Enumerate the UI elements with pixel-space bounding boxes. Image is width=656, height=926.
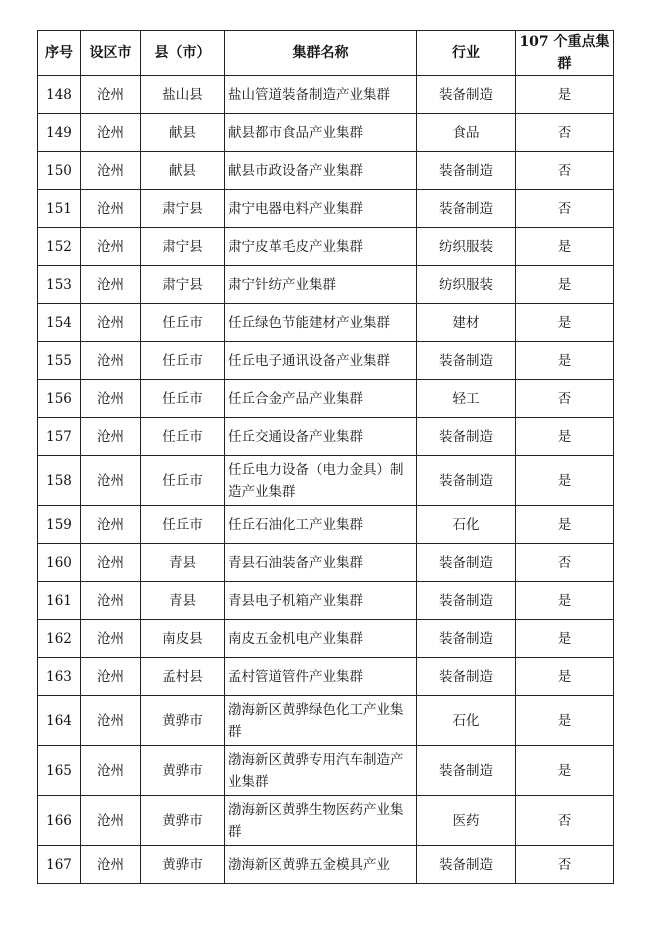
cell-key-cluster: 是 <box>516 418 614 456</box>
cell-cluster-name: 肃宁电器电料产业集群 <box>225 190 417 228</box>
header-county: 县（市） <box>141 31 225 76</box>
cell-no: 158 <box>38 456 81 506</box>
table-row <box>38 190 614 228</box>
cell-county: 献县 <box>141 114 225 152</box>
header-row <box>38 31 614 76</box>
cell-no: 148 <box>38 76 81 114</box>
cell-industry: 装备制造 <box>417 658 516 696</box>
table-row <box>38 418 614 456</box>
cell-cluster-name: 青县电子机箱产业集群 <box>225 582 417 620</box>
cell-county: 任丘市 <box>141 304 225 342</box>
cell-city: 沧州 <box>81 228 141 266</box>
cell-county: 黄骅市 <box>141 696 225 746</box>
cell-city: 沧州 <box>81 658 141 696</box>
cell-cluster-name: 任丘合金产品产业集群 <box>225 380 417 418</box>
cell-city: 沧州 <box>81 418 141 456</box>
cell-industry: 装备制造 <box>417 746 516 796</box>
cell-key-cluster: 是 <box>516 696 614 746</box>
cell-county: 青县 <box>141 582 225 620</box>
cell-no: 165 <box>38 746 81 796</box>
cell-key-cluster: 否 <box>516 114 614 152</box>
cell-key-cluster: 是 <box>516 506 614 544</box>
cell-industry: 装备制造 <box>417 620 516 658</box>
cell-industry: 装备制造 <box>417 846 516 884</box>
cell-key-cluster: 否 <box>516 796 614 846</box>
table-row <box>38 658 614 696</box>
cell-no: 149 <box>38 114 81 152</box>
cell-county: 肃宁县 <box>141 266 225 304</box>
cell-no: 163 <box>38 658 81 696</box>
cell-city: 沧州 <box>81 796 141 846</box>
cell-city: 沧州 <box>81 380 141 418</box>
cell-city: 沧州 <box>81 304 141 342</box>
table-row <box>38 76 614 114</box>
cell-city: 沧州 <box>81 544 141 582</box>
cell-city: 沧州 <box>81 76 141 114</box>
cell-county: 任丘市 <box>141 456 225 506</box>
cell-cluster-name: 孟村管道管件产业集群 <box>225 658 417 696</box>
header-key-cluster: 107 个重点集群 <box>516 31 614 76</box>
cell-cluster-name: 青县石油装备产业集群 <box>225 544 417 582</box>
cell-key-cluster: 是 <box>516 582 614 620</box>
cell-city: 沧州 <box>81 190 141 228</box>
cell-key-cluster: 是 <box>516 304 614 342</box>
cell-cluster-name: 献县都市食品产业集群 <box>225 114 417 152</box>
cell-county: 黄骅市 <box>141 846 225 884</box>
cell-industry: 建材 <box>417 304 516 342</box>
table-row <box>38 796 614 846</box>
cell-key-cluster: 是 <box>516 76 614 114</box>
table-row <box>38 456 614 506</box>
header-city: 设区市 <box>81 31 141 76</box>
cell-industry: 纺织服装 <box>417 266 516 304</box>
cell-cluster-name: 任丘石油化工产业集群 <box>225 506 417 544</box>
header-no: 序号 <box>38 31 81 76</box>
cell-county: 孟村县 <box>141 658 225 696</box>
cell-key-cluster: 是 <box>516 658 614 696</box>
table-body <box>38 76 614 884</box>
cell-county: 盐山县 <box>141 76 225 114</box>
table-row <box>38 846 614 884</box>
cell-industry: 装备制造 <box>417 342 516 380</box>
cell-key-cluster: 否 <box>516 846 614 884</box>
cell-county: 肃宁县 <box>141 228 225 266</box>
cell-industry: 装备制造 <box>417 418 516 456</box>
cell-no: 155 <box>38 342 81 380</box>
cell-city: 沧州 <box>81 266 141 304</box>
cell-city: 沧州 <box>81 114 141 152</box>
cell-no: 153 <box>38 266 81 304</box>
cell-industry: 医药 <box>417 796 516 846</box>
cell-cluster-name: 任丘交通设备产业集群 <box>225 418 417 456</box>
cell-key-cluster: 否 <box>516 152 614 190</box>
cell-county: 任丘市 <box>141 506 225 544</box>
table-row <box>38 696 614 746</box>
cell-no: 152 <box>38 228 81 266</box>
table-row <box>38 544 614 582</box>
cell-key-cluster: 是 <box>516 456 614 506</box>
cell-industry: 装备制造 <box>417 582 516 620</box>
cell-no: 164 <box>38 696 81 746</box>
header-industry: 行业 <box>417 31 516 76</box>
table-row <box>38 114 614 152</box>
cell-industry: 装备制造 <box>417 76 516 114</box>
cell-key-cluster: 是 <box>516 746 614 796</box>
cell-county: 黄骅市 <box>141 746 225 796</box>
cell-industry: 食品 <box>417 114 516 152</box>
table-row <box>38 582 614 620</box>
cell-industry: 装备制造 <box>417 152 516 190</box>
cluster-table <box>37 30 614 884</box>
table-row <box>38 266 614 304</box>
cell-industry: 轻工 <box>417 380 516 418</box>
header-cluster-name: 集群名称 <box>225 31 417 76</box>
cell-key-cluster: 否 <box>516 544 614 582</box>
cell-city: 沧州 <box>81 506 141 544</box>
cell-cluster-name: 渤海新区黄骅五金模具产业 <box>225 846 417 884</box>
cell-city: 沧州 <box>81 342 141 380</box>
cell-county: 献县 <box>141 152 225 190</box>
cell-industry: 纺织服装 <box>417 228 516 266</box>
cell-industry: 石化 <box>417 506 516 544</box>
cell-city: 沧州 <box>81 582 141 620</box>
cell-county: 任丘市 <box>141 342 225 380</box>
cell-no: 166 <box>38 796 81 846</box>
cell-no: 160 <box>38 544 81 582</box>
cell-cluster-name: 渤海新区黄骅绿色化工产业集群 <box>225 696 417 746</box>
cell-county: 肃宁县 <box>141 190 225 228</box>
cell-no: 151 <box>38 190 81 228</box>
cell-county: 南皮县 <box>141 620 225 658</box>
cell-city: 沧州 <box>81 746 141 796</box>
cell-city: 沧州 <box>81 846 141 884</box>
table-row <box>38 746 614 796</box>
cell-no: 167 <box>38 846 81 884</box>
cell-city: 沧州 <box>81 620 141 658</box>
cell-industry: 装备制造 <box>417 190 516 228</box>
cell-county: 任丘市 <box>141 418 225 456</box>
cell-cluster-name: 任丘绿色节能建材产业集群 <box>225 304 417 342</box>
table-row <box>38 506 614 544</box>
table-row <box>38 152 614 190</box>
cell-county: 青县 <box>141 544 225 582</box>
cell-industry: 装备制造 <box>417 456 516 506</box>
cell-key-cluster: 是 <box>516 228 614 266</box>
cell-city: 沧州 <box>81 696 141 746</box>
cell-key-cluster: 是 <box>516 620 614 658</box>
cell-cluster-name: 献县市政设备产业集群 <box>225 152 417 190</box>
cell-no: 154 <box>38 304 81 342</box>
cell-industry: 装备制造 <box>417 544 516 582</box>
cell-key-cluster: 是 <box>516 266 614 304</box>
cell-cluster-name: 肃宁针纺产业集群 <box>225 266 417 304</box>
table-row <box>38 380 614 418</box>
cell-no: 162 <box>38 620 81 658</box>
cell-no: 159 <box>38 506 81 544</box>
cell-industry: 石化 <box>417 696 516 746</box>
table-row <box>38 228 614 266</box>
cell-key-cluster: 否 <box>516 380 614 418</box>
cell-key-cluster: 否 <box>516 190 614 228</box>
cell-cluster-name: 盐山管道装备制造产业集群 <box>225 76 417 114</box>
table-row <box>38 620 614 658</box>
cell-cluster-name: 任丘电力设备（电力金具）制造产业集群 <box>225 456 417 506</box>
cell-no: 157 <box>38 418 81 456</box>
cell-key-cluster: 是 <box>516 342 614 380</box>
cell-no: 150 <box>38 152 81 190</box>
cell-cluster-name: 渤海新区黄骅专用汽车制造产业集群 <box>225 746 417 796</box>
cell-no: 156 <box>38 380 81 418</box>
cell-county: 黄骅市 <box>141 796 225 846</box>
cell-city: 沧州 <box>81 152 141 190</box>
table-row <box>38 342 614 380</box>
cell-cluster-name: 任丘电子通讯设备产业集群 <box>225 342 417 380</box>
cell-county: 任丘市 <box>141 380 225 418</box>
table-row <box>38 304 614 342</box>
cell-no: 161 <box>38 582 81 620</box>
cell-cluster-name: 南皮五金机电产业集群 <box>225 620 417 658</box>
cell-cluster-name: 渤海新区黄骅生物医药产业集群 <box>225 796 417 846</box>
cell-city: 沧州 <box>81 456 141 506</box>
cell-cluster-name: 肃宁皮革毛皮产业集群 <box>225 228 417 266</box>
